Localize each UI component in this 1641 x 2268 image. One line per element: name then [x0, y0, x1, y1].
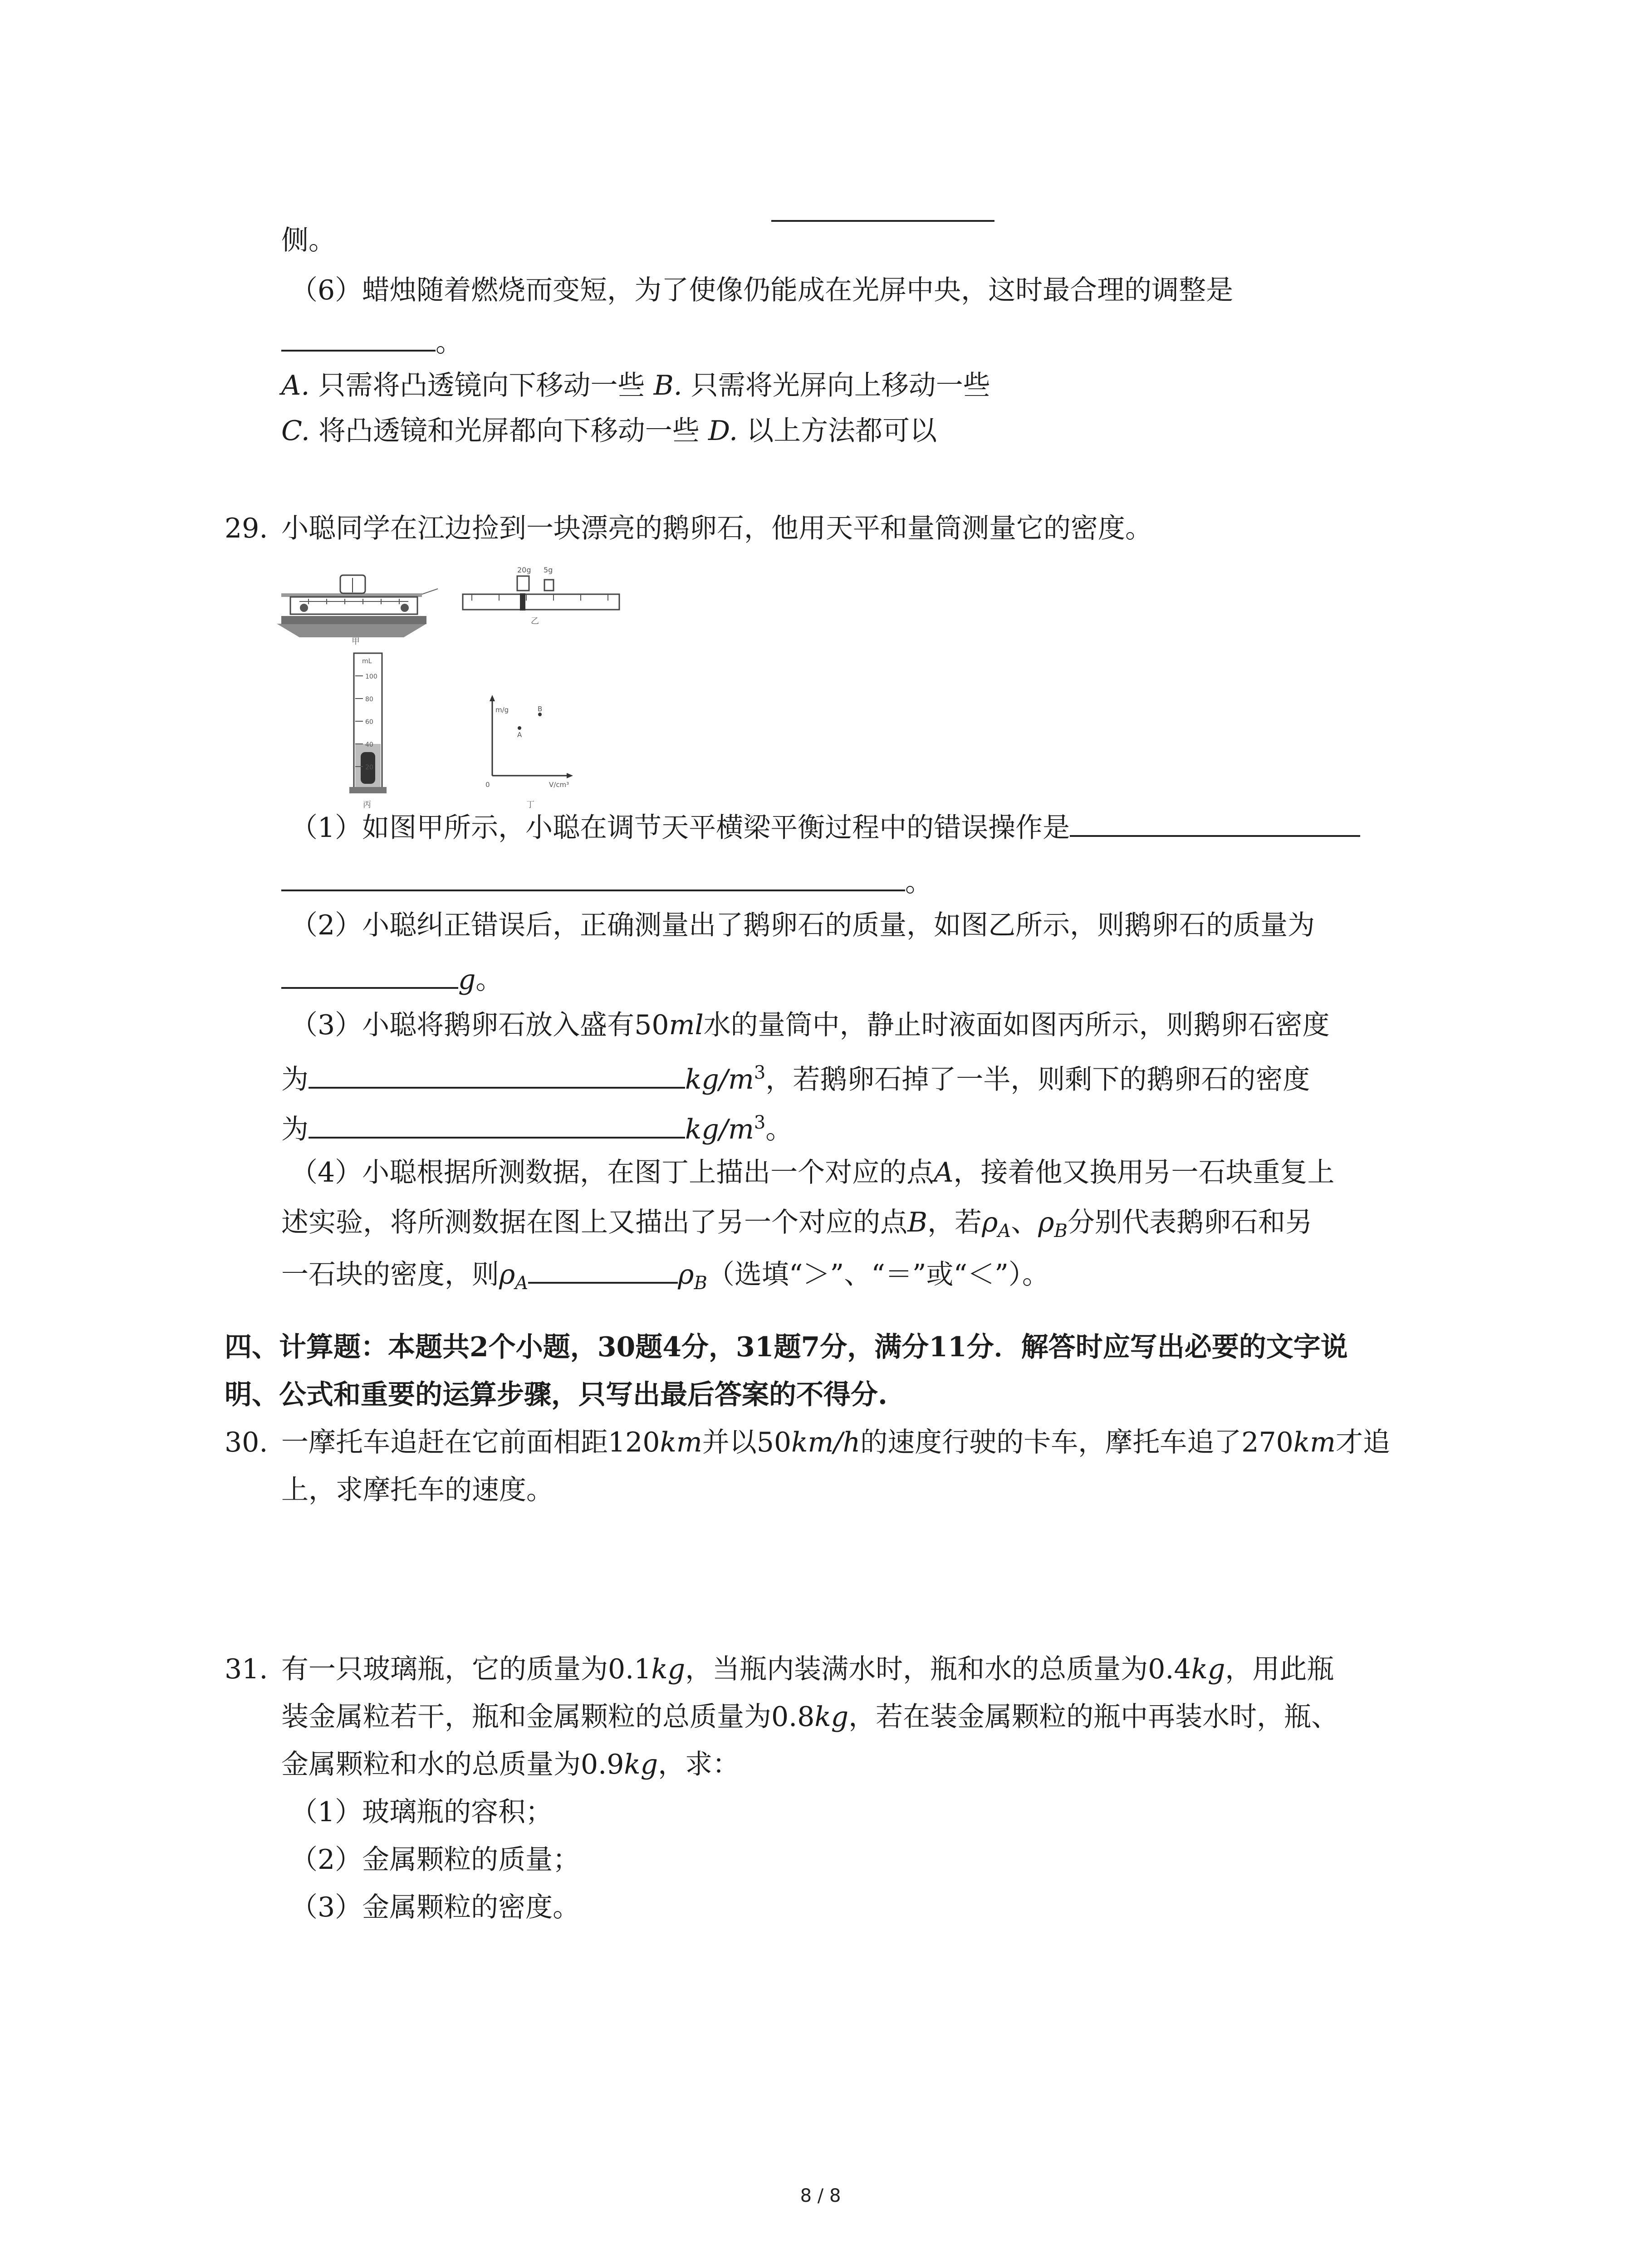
q28-6-answer-line: 。 — [281, 322, 463, 363]
answer-blank[interactable] — [281, 960, 458, 989]
cylinder-figure — [349, 653, 387, 810]
label-jia: 甲 — [352, 637, 360, 646]
weight-20g-label: 20g — [517, 566, 531, 574]
q28-6-prompt: （6）蜡烛随着燃烧而变短，为了使像仍能成在光屏中央，这时最合理的调整是 — [290, 274, 1234, 306]
q31-sub3: （3）金属颗粒的密度。 — [290, 1892, 580, 1923]
q29-1-line: （1）如图甲所示，小聪在调节天平横梁平衡过程中的错误操作是 — [290, 807, 1360, 848]
label-bing: 丙 — [363, 800, 371, 810]
q28-6-options-cd — [281, 411, 937, 451]
q29-3-line: （3）小聪将鹅卵石放入盛有50ml水的量筒中，静止时液面如图丙所示，则鹅卵石密度 — [290, 1009, 1330, 1041]
q31-sub1: （1）玻璃瓶的容积； — [290, 1796, 553, 1828]
q29-figure — [272, 562, 626, 810]
page-number: 8 / 8 — [800, 2185, 841, 2206]
section-4-heading-line1: 四、计算题：本题共2个小题，30题4分，31题7分，满分11分．解答时应写出必要的文字说 — [225, 1331, 1348, 1363]
answer-blank[interactable] — [1070, 808, 1360, 837]
option-b-letter: B. — [653, 370, 682, 401]
label-ding: 丁 — [526, 800, 534, 810]
q29-2-line: （2）小聪纠正错误后，正确测量出了鹅卵石的质量，如图乙所示，则鹅卵石的质量为 — [290, 909, 1315, 941]
q31-line3: 金属颗粒和水的总质量为0.9kg，求： — [281, 1749, 740, 1780]
q31-number: 31. — [225, 1653, 268, 1685]
q30-number: 30. — [225, 1427, 268, 1458]
q29-3-half-density: 为 $kg/m^3$。 — [281, 1102, 793, 1150]
option-b-text: 只需将光屏向上移动一些 — [682, 370, 990, 401]
option-a-letter: A. — [281, 370, 310, 401]
q29-1-continued: 。 — [281, 862, 932, 903]
option-c-letter: C. — [281, 415, 310, 447]
point-a-label: A — [517, 731, 522, 739]
q29-4-line2: 述实验，将所测数据在图上又描出了另一个对应的点B，若$\rho_A$、$\rho_B$分别代表鹅卵石和另 — [281, 1207, 1313, 1242]
cylinder-tick-40: 40 — [365, 741, 373, 748]
q29-3-density: 为 $kg/m^3$，若鹅卵石掉了一半，则剩下的鹅卵石的密度 — [281, 1052, 1310, 1100]
point-a — [518, 726, 521, 730]
axis-v-label: V/cm³ — [549, 781, 569, 789]
answer-blank[interactable] — [309, 1060, 685, 1089]
option-a-text: 只需将凸透镜向下移动一些 — [309, 370, 654, 401]
balance-figure — [277, 575, 438, 646]
q31-line1: 有一只玻璃瓶，它的质量为0.1kg，当瓶内装满水时，瓶和水的总质量为0.4kg，用此瓶 — [281, 1653, 1334, 1685]
q29-number: 29. — [225, 513, 268, 544]
point-b — [538, 713, 542, 716]
axis-m-label: m/g — [495, 706, 509, 714]
point-b-label: B — [538, 705, 543, 713]
cylinder-tick-60: 60 — [365, 719, 373, 726]
continuation-text: 侧。 — [281, 225, 336, 256]
q28-6-options-ab — [281, 365, 990, 406]
answer-blank[interactable] — [309, 1110, 685, 1139]
q30-line2: 上，求摩托车的速度。 — [281, 1474, 554, 1506]
weight-5g-label: 5g — [544, 566, 553, 574]
q29-4-line1: （4）小聪根据所测数据，在图丁上描出一个对应的点A，接着他又换用另一石块重复上 — [290, 1157, 1335, 1188]
q31-line2: 装金属粒若干，瓶和金属颗粒的总质量为0.8kg，若在装金属颗粒的瓶中再装水时，瓶、 — [281, 1701, 1339, 1733]
q30-line1: 一摩托车追赶在它前面相距120km并以50km/h的速度行驶的卡车，摩托车追了270km才追 — [281, 1427, 1391, 1458]
option-c-text: 将凸透镜和光屏都向下移动一些 — [309, 415, 708, 447]
q31-sub2: （2）金属颗粒的质量； — [290, 1844, 580, 1876]
cylinder-unit-label: mL — [362, 658, 372, 665]
q29-stem: 小聪同学在江边捡到一块漂亮的鹅卵石，他用天平和量筒测量它的密度。 — [281, 513, 1152, 544]
cylinder-tick-100: 100 — [365, 673, 377, 680]
option-d-letter: D. — [708, 415, 738, 447]
option-d-text: 以上方法都可以 — [738, 415, 937, 447]
section-4-heading-line2: 明、公式和重要的运算步骤，只写出最后答案的不得分. — [225, 1379, 887, 1411]
origin-label: 0 — [485, 781, 490, 789]
label-yi: 乙 — [531, 616, 539, 626]
q29-4-line3: 一石块的密度，则$\rho_A$ $\rho_B$（选填“＞”、“＝”或“＜”）。 — [281, 1254, 1049, 1304]
q29-2-answer: g。 — [281, 959, 503, 1000]
cylinder-tick-80: 80 — [365, 696, 373, 703]
cylinder-tick-20: 20 — [365, 764, 373, 771]
mv-graph-figure — [485, 695, 573, 810]
answer-blank-top — [771, 220, 994, 222]
answer-blank[interactable] — [281, 323, 436, 352]
answer-blank[interactable] — [281, 862, 905, 891]
answer-blank[interactable] — [528, 1255, 678, 1284]
weights-ruler-figure — [463, 566, 619, 626]
